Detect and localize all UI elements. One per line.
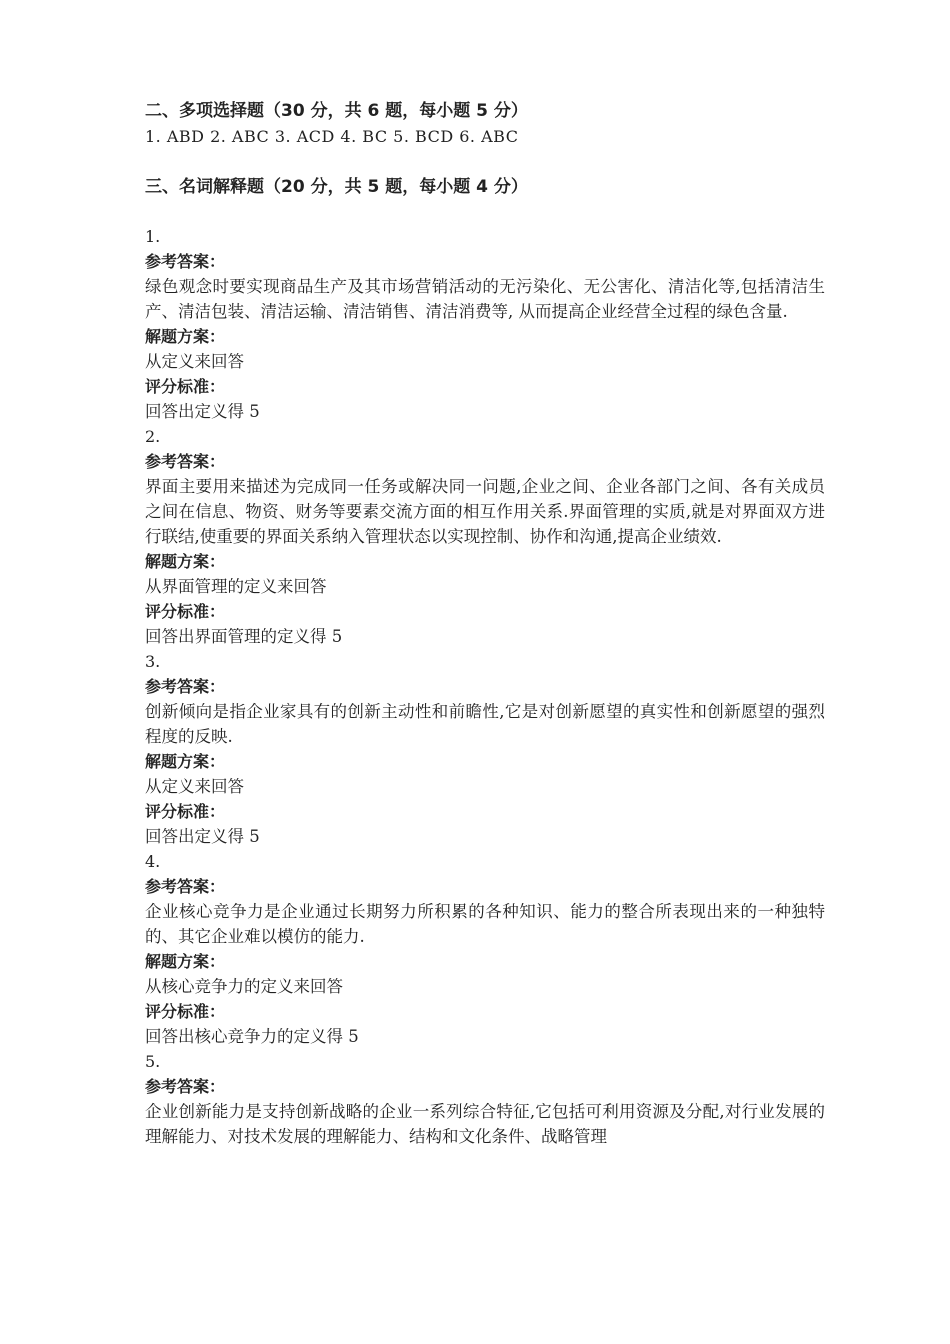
answer-text: 绿色观念时要实现商品生产及其市场营销活动的无污染化、无公害化、清洁化等,包括清洁生产、清洁包装、清洁运输、清洁销售、清洁消费等, 从而提高企业经营全过程的绿色含量. — [145, 277, 825, 321]
answer-label: 参考答案： — [145, 677, 226, 696]
answer-text: 企业核心竞争力是企业通过长期努力所积累的各种知识、能力的整合所表现出来的一种独特的、其它企业难以模仿的能力. — [145, 902, 825, 946]
scoring-label: 评分标准： — [145, 1002, 226, 1021]
term-item-5 — [145, 1049, 825, 1149]
scoring-text: 回答出定义得 5 — [145, 827, 260, 846]
answer-text: 企业创新能力是支持创新战略的企业一系列综合特征,它包括可利用资源及分配,对行业发展的理解能力、对技术发展的理解能力、结构和文化条件、战略管理 — [145, 1102, 825, 1146]
term-item-1 — [145, 224, 825, 424]
scoring-label: 评分标准： — [145, 802, 226, 821]
section3-title: 三、名词解释题（20 分，共 5 题，每小题 4 分） — [145, 177, 528, 197]
method-label: 解题方案： — [145, 952, 226, 971]
page-content — [145, 98, 825, 1149]
method-label: 解题方案： — [145, 552, 226, 571]
term-item-3 — [145, 649, 825, 849]
answer-label: 参考答案： — [145, 1077, 226, 1096]
answer-label: 参考答案： — [145, 252, 226, 271]
mc-answer-list: 1. ABD 2. ABC 3. ACD 4. BC 5. BCD 6. ABC — [145, 127, 519, 146]
scoring-text: 回答出界面管理的定义得 5 — [145, 627, 343, 646]
method-text: 从核心竞争力的定义来回答 — [145, 977, 343, 996]
scoring-text: 回答出定义得 5 — [145, 402, 260, 421]
scoring-label: 评分标准： — [145, 602, 226, 621]
item-number: 4. — [145, 852, 161, 871]
section2-title: 二、多项选择题（30 分，共 6 题，每小题 5 分） — [145, 101, 528, 121]
answer-text: 界面主要用来描述为完成同一任务或解决同一问题,企业之间、企业各部门之间、各有关成员之间在信息、物资、财务等要素交流方面的相互作用关系.界面管理的实质,就是对界面双方进行联结,使重要的界面关系纳入管理状态以实现控制、协作和沟通,提高企业绩效. — [145, 477, 825, 546]
answer-text: 创新倾向是指企业家具有的创新主动性和前瞻性,它是对创新愿望的真实性和创新愿望的强烈程度的反映. — [145, 702, 825, 746]
term-item-4 — [145, 849, 825, 1049]
answer-label: 参考答案： — [145, 452, 226, 471]
method-label: 解题方案： — [145, 752, 226, 771]
method-text: 从定义来回答 — [145, 352, 244, 371]
method-text: 从界面管理的定义来回答 — [145, 577, 327, 596]
term-item-2 — [145, 424, 825, 649]
item-number: 2. — [145, 427, 161, 446]
item-number: 1. — [145, 227, 161, 246]
scoring-text: 回答出核心竞争力的定义得 5 — [145, 1027, 359, 1046]
method-text: 从定义来回答 — [145, 777, 244, 796]
answer-label: 参考答案： — [145, 877, 226, 896]
method-label: 解题方案： — [145, 327, 226, 346]
item-number: 5. — [145, 1052, 161, 1071]
item-number: 3. — [145, 652, 161, 671]
scoring-label: 评分标准： — [145, 377, 226, 396]
